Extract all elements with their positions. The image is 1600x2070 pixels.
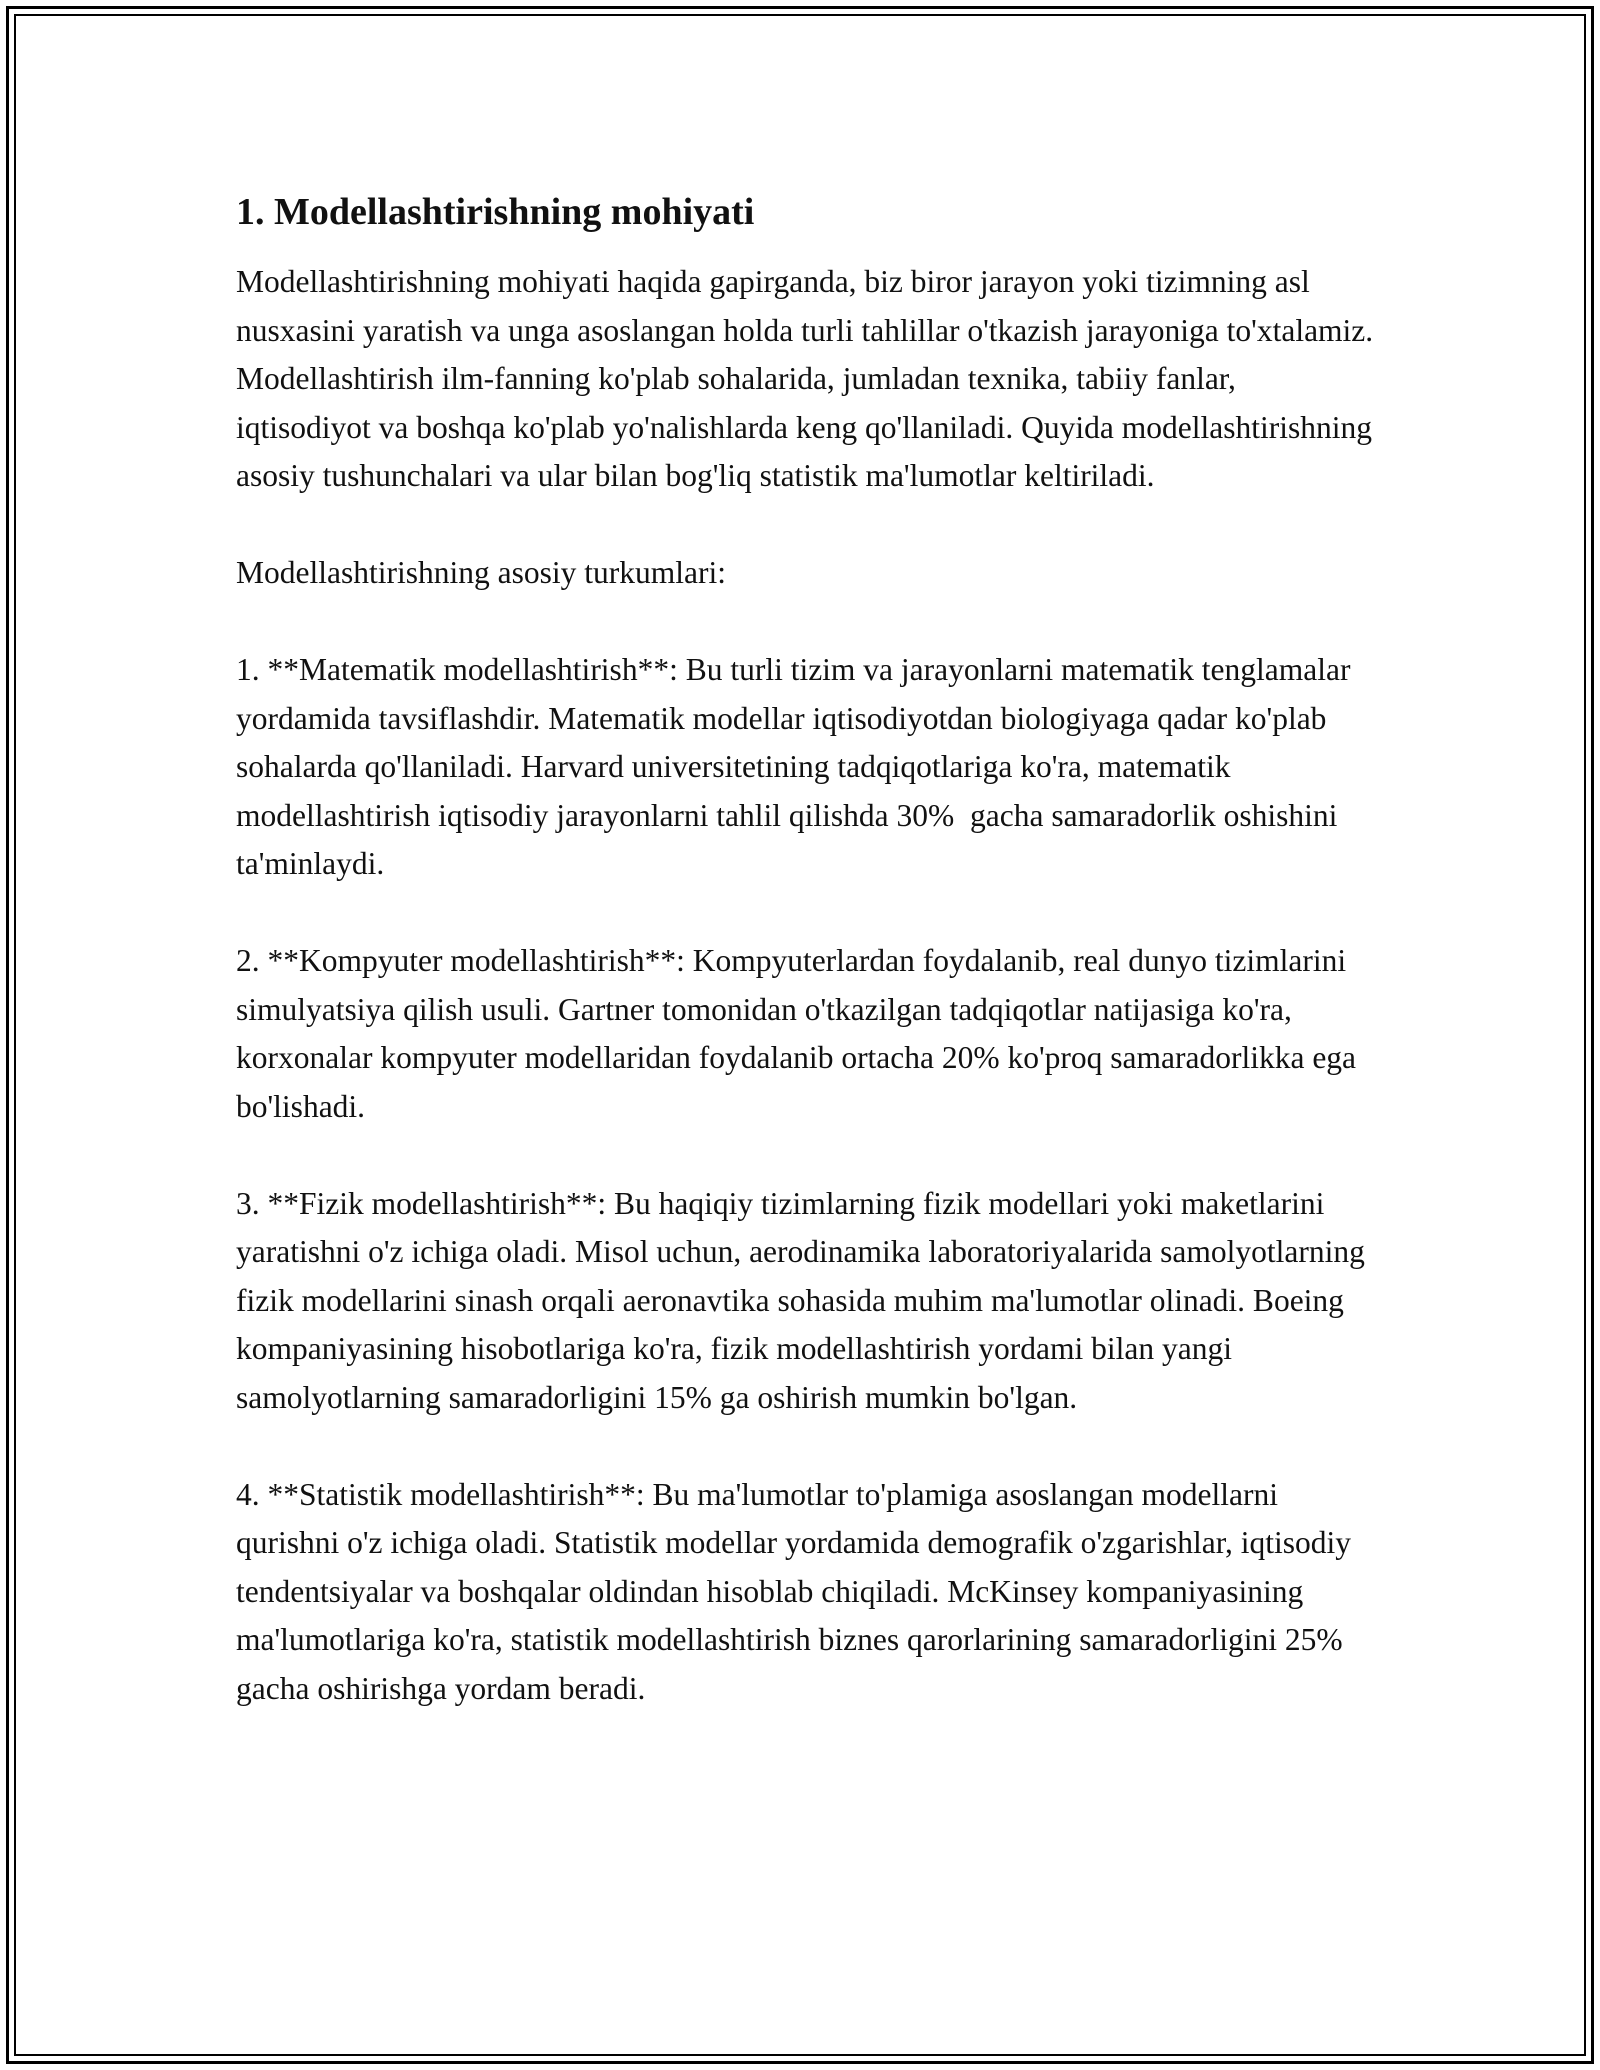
categories-intro: Modellashtirishning asosiy turkumlari: [236, 555, 726, 590]
list-item-physical: 3. **Fizik modellashtirish**: Bu haqiqiy tizimlarning fizik modellari yoki maketlarini yaratishni o'z ichiga oladi. Misol uchun, aerodinamika laboratoriyalarida samolyotlarning fizik modellarini sinash orqali aeronavtika sohasida muhim ma'lumotlar olinadi. Boeing kompaniyasining hisobotlariga ko'ra, fizik modellashtirish yordami bilan yangi samolyotlarning samaradorligini 15% ga oshirish mumkin bo'lgan. [236, 1185, 1373, 1415]
intro-paragraph: Modellashtirishning mohiyati haqida gapirganda, biz biror jarayon yoki tizimning asl nusxasini yaratish va unga asoslangan holda turli tahlillar o'tkazish jarayoniga to'xtalamiz. Modellashtirish ilm-fanning ko'plab sohalarida, jumladan texnika, tabiiy fanlar, iqtisodiyot va boshqa ko'plab yo'nalishlarda keng qo'llaniladi. Quyida modellashtirishning asosiy tushunchalari va ular bilan bog'liq statistik ma'lumotlar keltiriladi. [236, 264, 1382, 493]
list-item-computer: 2. **Kompyuter modellashtirish**: Kompyuterlardan foydalanib, real dunyo tizimlarini simulyatsiya qilish usuli. Gartner tomonidan o'tkazilgan tadqiqotlar natijasiga ko'ra, korxonalar kompyuter modellaridan foydalanib ortacha 20% ko'proq samaradorlikka ega bo'lishadi. [236, 943, 1364, 1124]
list-item-mathematical: 1. **Matematik modellashtirish**: Bu turli tizim va jarayonlarni matematik tenglamalar yordamida tavsiflashdir. Matematik modellar iqtisodiyotdan biologiyaga qadar ko'plab sohalarda qo'llaniladi. Harvard universitetining tadqiqotlariga ko'ra, matematik modellashtirish iqtisodiy jarayonlarni tahlil qilishda 30% gacha samaradorlik oshishini ta'minlaydi. [236, 652, 1359, 881]
list-item-statistical: 4. **Statistik modellashtirish**: Bu ma'lumotlar to'plamiga asoslangan modellarni qurishni o'z ichiga oladi. Statistik modellar yordamida demografik o'zgarishlar, iqtisodiy tendentsiyalar va boshqalar oldindan hisoblab chiqiladi. McKinsey kompaniyasining ma'lumotlariga ko'ra, statistik modellashtirish biznes qarorlarining samaradorligini 25% gacha oshirishga yordam beradi. [236, 1476, 1359, 1706]
document-body [236, 186, 1382, 1762]
section-heading: 1. Modellashtirishning mohiyati [236, 191, 755, 233]
